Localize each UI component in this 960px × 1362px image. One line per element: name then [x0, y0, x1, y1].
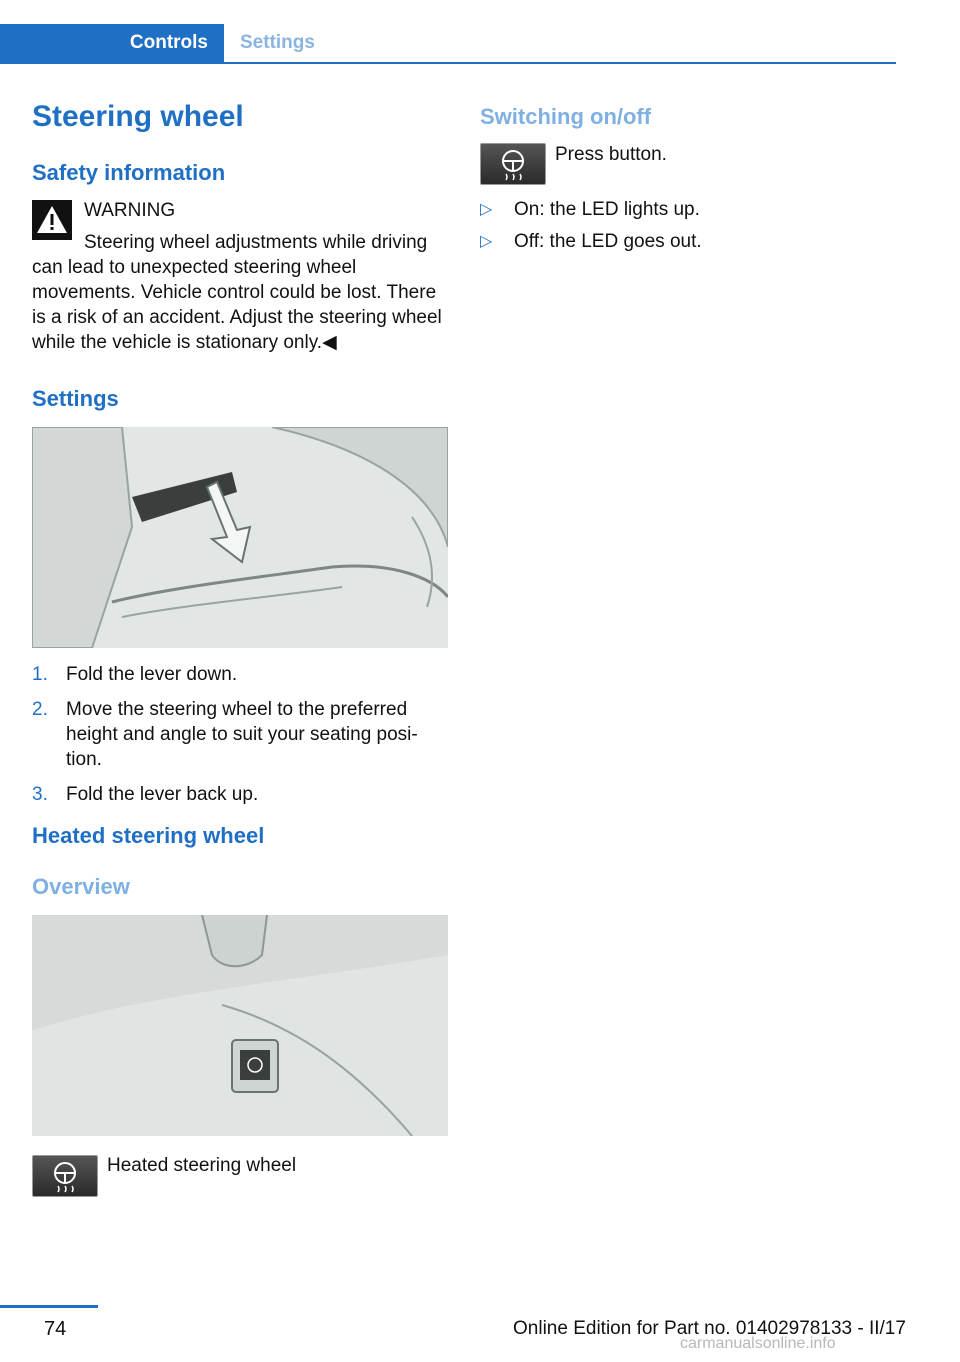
list-item	[32, 662, 452, 687]
switch-heading: Switching on/off	[480, 104, 652, 129]
warning-label: WARNING	[84, 200, 176, 221]
page-title: Steering wheel	[32, 100, 244, 133]
watermark: carmanualsonline.info	[680, 1335, 836, 1352]
bullet-text: Off: the LED goes out.	[514, 231, 702, 252]
led-status-list	[480, 197, 900, 261]
heated-heading: Heated steering wheel	[32, 823, 265, 848]
warning-text: Steering wheel adjustments while driving can lead to unexpected steering wheel movements. Vehicle control could be lost. There is a risk of an accident. Adjust the steering wheel while the vehicle is stationary only.◀	[32, 232, 442, 353]
edition-text: Online Edition for Part no. 01402978133 - II/17	[513, 1318, 906, 1339]
heated-wheel-button-figure	[32, 915, 448, 1136]
footer-accent-line	[0, 1305, 98, 1308]
page-number: 74	[44, 1318, 67, 1340]
tab-settings[interactable]: Settings	[240, 32, 315, 53]
step-number: 3.	[32, 784, 48, 805]
triangle-bullet-icon: ▷	[480, 233, 493, 250]
safety-heading: Safety information	[32, 160, 226, 185]
step-text: Move the steering wheel to the preferred height and angle to suit your seating posi-tion.	[66, 699, 418, 770]
tab-controls[interactable]: Controls	[0, 24, 224, 62]
overview-heading: Overview	[32, 874, 130, 899]
steering-lever-figure	[32, 427, 448, 648]
list-item	[480, 229, 900, 254]
step-number: 1.	[32, 664, 48, 685]
press-button-text: Press button.	[555, 144, 667, 165]
list-item	[480, 197, 900, 222]
header-tabbar	[0, 24, 896, 64]
list-item	[32, 697, 452, 772]
heated-steering-wheel-icon	[32, 1155, 98, 1197]
list-item	[32, 782, 452, 807]
heated-steering-wheel-button-icon	[480, 143, 546, 185]
adjust-steps-list	[32, 662, 452, 817]
bullet-text: On: the LED lights up.	[514, 199, 700, 220]
step-number: 2.	[32, 699, 48, 720]
triangle-bullet-icon: ▷	[480, 201, 493, 218]
step-text: Fold the lever back up.	[66, 784, 259, 805]
heated-caption: Heated steering wheel	[107, 1155, 297, 1176]
step-text: Fold the lever down.	[66, 664, 238, 685]
settings-heading: Settings	[32, 386, 119, 411]
